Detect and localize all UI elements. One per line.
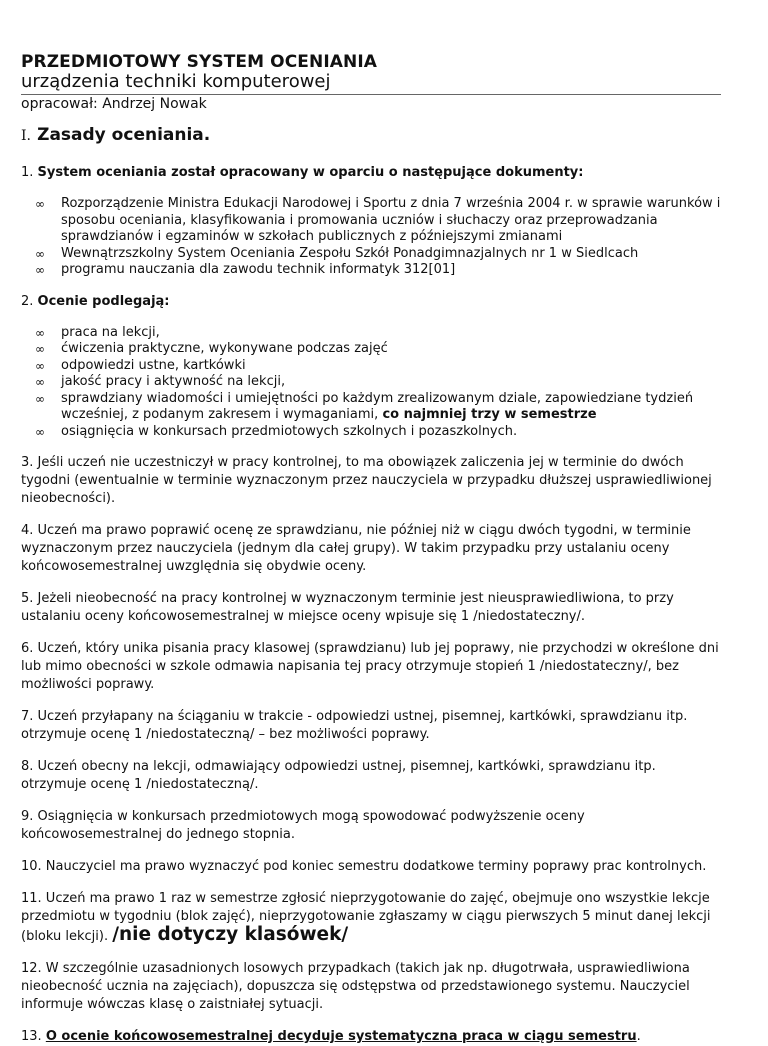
document-page xyxy=(21,52,721,1046)
paragraph-10: 10. Nauczyciel ma prawo wyznaczyć pod koniec semestru dodatkowe terminy poprawy prac kontrolnych. xyxy=(21,859,707,874)
emphasis-text: co najmniej trzy w semestrze xyxy=(382,407,597,422)
paragraph-2 xyxy=(21,293,721,311)
paragraph-9: 9. Osiągnięcia w konkursach przedmiotowych mogą spowodować podwyższenie oceny końcowosemestralnej do jednego stopnia. xyxy=(21,809,585,842)
list-item: ∞ jakość pracy i aktywność na lekcji, xyxy=(35,374,286,389)
paragraph-1-number: 1. xyxy=(21,165,34,180)
documents-list xyxy=(21,196,721,279)
document-title: PRZEDMIOTOWY SYSTEM OCENIANIA xyxy=(21,52,378,72)
title-divider xyxy=(21,94,721,95)
infinity-bullet-icon: ∞ xyxy=(35,391,45,406)
author-line: opracował: Andrzej Nowak xyxy=(21,96,207,112)
infinity-bullet-icon: ∞ xyxy=(35,263,45,277)
infinity-bullet-icon: ∞ xyxy=(35,246,45,261)
underlined-text: O ocenie końcowosemestralnej decyduje systematyczna praca w ciągu semestru xyxy=(45,1029,637,1044)
paragraph-1-heading: System oceniania został opracowany w oparciu o następujące dokumenty: xyxy=(37,165,584,180)
assessment-list xyxy=(21,325,721,441)
infinity-bullet-icon: ∞ xyxy=(35,424,45,439)
paragraph-1 xyxy=(21,164,721,182)
paragraph-2-heading: Ocenie podlegają: xyxy=(37,293,170,309)
paragraph-5: 5. Jeżeli nieobecność na pracy kontrolnej w wyznaczonym terminie jest nieusprawiedliwiona, to przy ustalaniu oceny końcowosemestralnej w miejsce oceny wpisuje się 1 /niedostateczny/. xyxy=(21,591,674,624)
list-item: ∞ odpowiedzi ustne, kartkówki xyxy=(35,357,246,373)
list-item: ∞ Wewnątrzszkolny System Oceniania Zespołu Szkół Ponadgimnazjalnych nr 1 w Siedlcach xyxy=(35,245,639,261)
paragraph-8: 8. Uczeń obecny na lekcji, odmawiający odpowiedzi ustnej, pisemnej, kartkówki, sprawdzianu itp. otrzymuje ocenę 1 /niedostateczną/. xyxy=(21,759,656,792)
document-subtitle: urządzenia techniki komputerowej xyxy=(21,71,331,92)
infinity-bullet-icon: ∞ xyxy=(35,325,45,340)
emphasis-text: /nie dotyczy klasówek/ xyxy=(112,924,349,945)
paragraph-7: 7. Uczeń przyłapany na ściąganiu w trakcie - odpowiedzi ustnej, pisemnej, kartkówki, sprawdzianu itp. otrzymuje ocenę 1 /niedostateczną/ – bez możliwości poprawy. xyxy=(21,709,688,742)
list-item: ∞ ćwiczenia praktyczne, wykonywane podczas zajęć xyxy=(35,341,388,356)
paragraph-4: 4. Uczeń ma prawo poprawić ocenę ze sprawdzianu, nie później niż w ciągu dwóch tygodni, w terminie wyznaczonym przez nauczyciela (jednym dla całej grupy). W takim przypadku przy ustalaniu oceny końcowosemestralnej uwzględnia się obydwie oceny. xyxy=(21,523,691,574)
infinity-bullet-icon: ∞ xyxy=(35,375,45,389)
infinity-bullet-icon: ∞ xyxy=(35,358,45,373)
paragraph-11: 11. Uczeń ma prawo 1 raz w semestrze zgłosić nieprzygotowanie do zajęć, obejmuje ono wszystkie lekcje przedmiotu w tygodniu (blok zajęć), nieprzygotowanie zgłaszamy w ciągu pierwszych 5 minut danej lekcji (bloku lekcji). /nie dotyczy klasówek/ xyxy=(21,891,711,945)
paragraph-2-number: 2. xyxy=(21,293,34,309)
paragraph-13-number: 13. xyxy=(21,1029,46,1044)
section-number: I. xyxy=(21,128,31,144)
infinity-bullet-icon: ∞ xyxy=(35,197,45,211)
paragraph-13: 13. O ocenie końcowosemestralnej decyduje systematyczna praca w ciągu semestru. xyxy=(21,1029,641,1044)
list-item: ∞ Rozporządzenie Ministra Edukacji Narodowej i Sportu z dnia 7 września 2004 r. w sprawie warunków i sposobu oceniania, klasyfikowania i promowania uczniów i słuchaczy oraz przeprowadzania sprawdzianów i egzaminów w szkołach publicznych z późniejszymi zmianami xyxy=(35,196,721,244)
paragraph-3: 3. Jeśli uczeń nie uczestniczył w pracy kontrolnej, to ma obowiązek zaliczenia jej w terminie do dwóch tygodni (ewentualnie w terminie wyznaczonym przez nauczyciela w przypadku dłuższej usprawiedliwionej nieobecności). xyxy=(21,455,712,506)
list-item: ∞ programu nauczania dla zawodu technik informatyk 312[01] xyxy=(35,262,456,277)
paragraph-6: 6. Uczeń, który unika pisania pracy klasowej (sprawdzianu) lub jej poprawy, nie przychodzi w określone dni lub mimo obecności w szkole odmawia napisania tej pracy otrzymuje stopień 1 /niedostateczny/, bez możliwości poprawy. xyxy=(21,641,719,692)
paragraph-12: 12. W szczególnie uzasadnionych losowych przypadkach (takich jak np. długotrwała, usprawiedliwiona nieobecność ucznia na zajęciach), dopuszcza się odstępstwa od przedstawionego systemu. Nauczyciel informuje wówczas klasę o zaistniałej sytuacji. xyxy=(21,961,690,1012)
section-title: Zasady oceniania. xyxy=(37,125,211,145)
infinity-bullet-icon: ∞ xyxy=(35,342,45,356)
section-heading xyxy=(21,124,721,148)
list-item: ∞ osiągnięcia w konkursach przedmiotowych szkolnych i pozaszkolnych. xyxy=(35,423,518,439)
list-item: ∞ sprawdziany wiadomości i umiejętności po każdym zrealizowanym dziale, zapowiedziane tydzień wcześniej, z podanym zakresem i wymaganiami, co najmniej trzy w semestrze xyxy=(35,390,694,422)
list-item: ∞ praca na lekcji, xyxy=(35,324,160,340)
